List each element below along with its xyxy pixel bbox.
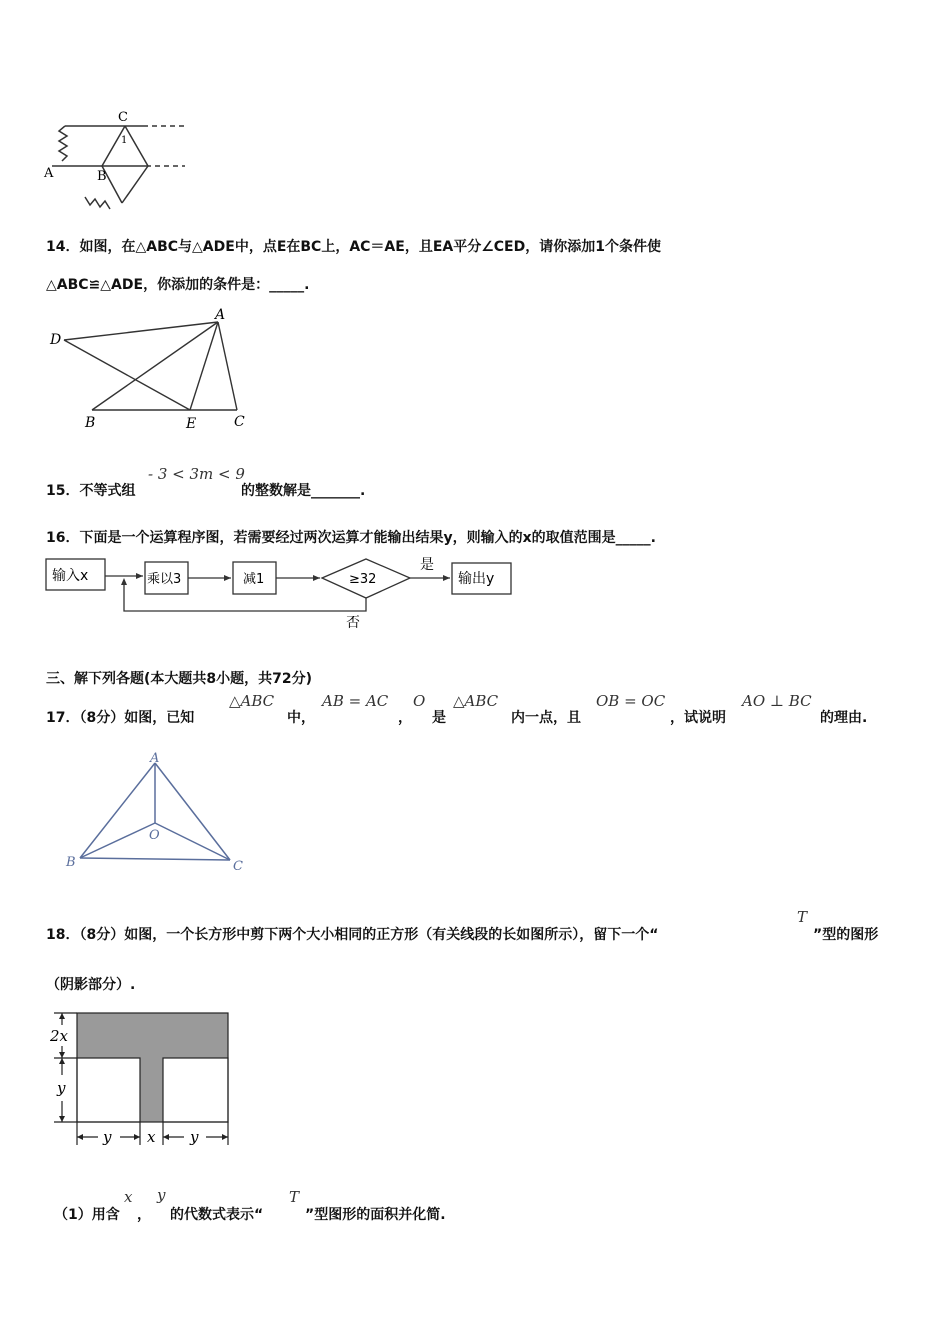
figure-18-t-shape (40, 1005, 250, 1150)
q17-math-o: O (413, 692, 426, 710)
q17-math-ab-eq-ac: AB = AC (322, 692, 389, 710)
q17-text-3: 是 (432, 710, 446, 726)
q17-text-1: 中， (287, 710, 315, 726)
q18-part1-T: T (289, 1188, 300, 1206)
q14-line1: 14．如图，在△ABC与△ADE中，点E在BC上，AC＝AE，且EA平分∠CED，请你添加1个条件使 (46, 239, 661, 255)
fig14-label-D: D (50, 332, 62, 348)
fig18-label-x-bottom: x (147, 1128, 156, 1146)
q18-part1-y: y (157, 1186, 166, 1204)
q17-math-ao-perp-bc: AO ⊥ BC (742, 692, 812, 710)
q18-line1-suffix: ”型的图形 (813, 927, 879, 943)
q18-line2: （阴影部分）. (46, 977, 136, 993)
flow-output-box: 输出y (458, 571, 495, 587)
q17-text-5: ，试说明 (670, 710, 726, 726)
fig17-label-O: O (149, 828, 160, 843)
q17-text-4: 内一点，且 (511, 710, 581, 726)
fig18-label-y-bottom-right: y (190, 1128, 199, 1146)
q18-part1-mid: 的代数式表示“ (170, 1207, 264, 1223)
q18-line1-prefix: 18．（8分）如图，一个长方形中剪下两个大小相同的正方形（有关线段的长如图所示），留下一个“ (46, 927, 659, 943)
fig18-label-y-bottom-left: y (103, 1128, 112, 1146)
figure-17-triangle (60, 745, 260, 875)
q17-prefix: 17．（8分）如图，已知 (46, 710, 195, 726)
q16-flowchart (40, 550, 520, 635)
q17-text-6: 的理由. (820, 710, 868, 726)
q17-math-triangle-abc-2: △ABC (453, 692, 499, 710)
q18-part1-suffix: ”型图形的面积并化简. (305, 1207, 446, 1223)
q15-suffix: 的整数解是_______. (241, 483, 366, 499)
fig13-label-B: B (97, 169, 107, 184)
q17-math-ob-eq-oc: OB = OC (596, 692, 666, 710)
fig17-label-A: A (150, 751, 160, 766)
fig17-label-B: B (66, 855, 76, 870)
q16-text: 16．下面是一个运算程序图，若需要经过两次运算才能输出结果y，则输入的x的取值范围是_____. (46, 530, 656, 546)
fig13-label-C: C (118, 110, 128, 125)
q18-part1-x: x (124, 1188, 133, 1206)
fig13-label-A: A (44, 166, 54, 181)
flow-no-label: 否 (346, 615, 360, 631)
flow-condition-diamond: ≥32 (349, 572, 377, 587)
figure-14-triangles (40, 305, 270, 435)
flow-subtract-box: 减1 (243, 572, 265, 587)
q18-part1-prefix: （1）用含 (54, 1207, 120, 1223)
fig14-label-C: C (234, 414, 245, 430)
flow-input-box: 输入x (52, 568, 89, 584)
q15-inequality: - 3 < 3m < 9 (148, 465, 245, 483)
fig14-label-B: B (85, 415, 96, 431)
q14-line2: △ABC≌△ADE，你添加的条件是：_____. (46, 277, 310, 293)
q18-part1-comma: ， (137, 1207, 151, 1223)
flow-multiply-box: 乘以3 (147, 572, 182, 587)
fig17-label-C: C (233, 859, 243, 874)
q18-math-T: T (797, 908, 808, 926)
q17-text-2: ， (398, 710, 412, 726)
section3-title: 三、解下列各题(本大题共8小题，共72分) (46, 671, 313, 687)
flow-yes-label: 是 (420, 557, 434, 573)
fig18-label-2x: 2x (50, 1027, 69, 1045)
fig14-label-A: A (215, 307, 226, 323)
figure-13-parallel-lines (40, 105, 200, 215)
q15-prefix: 15．不等式组 (46, 483, 136, 499)
fig18-label-y-left: y (57, 1079, 66, 1097)
q17-math-triangle-abc: △ABC (229, 692, 275, 710)
fig14-label-E: E (186, 416, 197, 432)
fig13-label-1: 1 (121, 135, 128, 146)
